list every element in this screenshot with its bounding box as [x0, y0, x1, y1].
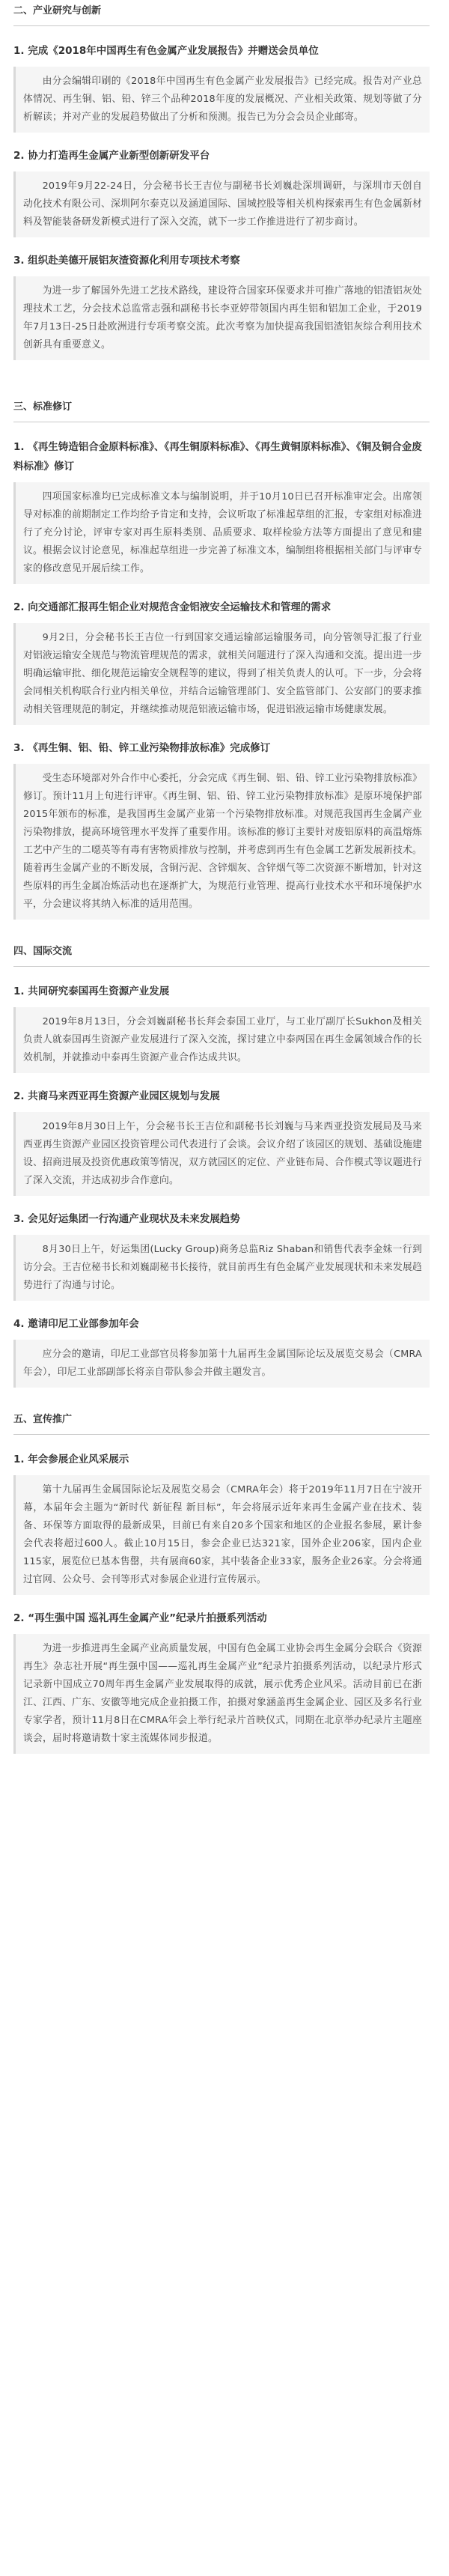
article-item [13, 251, 430, 360]
article-item [13, 1087, 430, 1196]
article-item [13, 146, 430, 237]
item-body: 第十九届再生金属国际论坛及展览交易会（CMRA年会）将于2019年11月7日在宁波开幕，本届年会主题为“新时代 新征程 新目标”，年会将展示近年来再生金属产业在技术、装备、环保等方面取得的最新成果，目前已有来自20多个国家和地区的企业报名参展，累计参会代表将超过600人。截止10月15日，参会企业已达321家，国外企业206家，国内企业115家，展览位已基本售罄，共有展商60家，其中装备企业33家，服务企业26家。分会将通过官网、公众号、会刊等形式对参展企业进行宣传展示。 [23, 1484, 422, 1585]
item-title: 3. 《再生铜、铝、铅、锌工业污染物排放标准》完成修订 [13, 742, 271, 754]
item-body: 9月2日，分会秘书长王吉位一行到国家交通运输部运输服务司，向分管领导汇报了行业对铝液运输安全规范与物流管理规范的需求，就相关问题进行了深入沟通和交流。提出进一步明确运输审批、细化规范运输安全规程等的建议，得到了相关负责人的认可。下一步，分会将会同相关机构联合行业内相关单位，并结合运输管理部门、安全监管部门、公安部门的要求推动相关管理规范的制定，并继续推动规范铝液运输市场，促进铝液运输市场健康发展。 [23, 632, 422, 715]
item-body: 2019年8月13日，分会刘巍副秘书长拜会泰国工业厅，与工业厅副厅长Sukhon及相关负责人就泰国再生资源产业发展进行了深入交流，探讨建立中泰两国在再生金属领域合作的长效机制，并就推动中泰再生资源产业合作达成共识。 [23, 1016, 422, 1063]
article-item [13, 437, 430, 584]
item-title: 1. 年会参展企业风采展示 [13, 1453, 129, 1465]
item-title: 1. 共同研究泰国再生资源产业发展 [13, 985, 170, 997]
section-title: 二、产业研究与创新 [13, 5, 102, 16]
item-title: 1. 《再生铸造铝合金原料标准》、《再生铜原料标准》、《再生黄铜原料标准》、《铜及铜合金废料标准》修订 [13, 441, 422, 473]
item-body-box [13, 1475, 430, 1595]
item-body: 8月30日上午，好运集团(Lucky Group)商务总监Riz Shaban和销售代表李金妹一行到访分会。王吉位秘书长和刘巍副秘书长接待，就目前再生有色金属产业发展现状和未来发展趋势进行了沟通与讨论。 [23, 1244, 422, 1291]
article-item [13, 1450, 430, 1595]
article-item [13, 1209, 430, 1301]
section-divider [13, 1434, 430, 1435]
item-title: 2. 协力打造再生金属产业新型创新研发平台 [13, 150, 210, 162]
article-item [13, 598, 430, 725]
article-item [13, 1314, 430, 1388]
spacer [13, 933, 430, 945]
item-body: 由分会编辑印刷的《2018年中国再生有色金属产业发展报告》已经完成。报告对产业总体情况、再生铜、铝、铅、锌三个品种2018年度的发展概况、产业相关政策、规划等做了分析解读；并对产业的发展趋势做出了分析和预测。报告已为分会会员企业邮寄。 [23, 76, 422, 123]
item-body-box [13, 623, 430, 725]
item-title: 4. 邀请印尼工业部参加年会 [13, 1318, 139, 1330]
item-body-box [13, 276, 430, 360]
item-title: 2. 共商马来西亚再生资源产业园区规划与发展 [13, 1090, 220, 1102]
section-divider [13, 966, 430, 967]
section-title: 五、宣传推广 [13, 1414, 73, 1425]
section-title: 四、国际交流 [13, 946, 73, 957]
article-item [13, 982, 430, 1073]
item-body-box [13, 482, 430, 584]
item-body-box [13, 1112, 430, 1196]
article-item [13, 738, 430, 920]
item-body: 为进一步了解国外先进工艺技术路线，建设符合国家环保要求并可推广落地的铝渣铝灰处理技术工艺，分会技术总监常志强和副秘书长李亚婷带领国内再生铝和铝加工企业，于2019年7月13日-25日赴欧洲进行专项考察交流。此次考察为加快提高我国铝渣铝灰综合利用技术创新具有重要意义。 [23, 285, 422, 350]
item-body: 为进一步推进再生金属产业高质量发展，中国有色金属工业协会再生金属分会联合《资源再生》杂志社开展“再生强中国——巡礼再生金属产业”纪录片拍摄系列活动，以纪录片形式记录新中国成立70周年再生金属产业发展取得的成就，展示优秀企业风采。活动目前已在浙江、江西、广东、安徽等地完成企业拍摄工作，拍摄对象涵盖再生金属企业、园区及多名行业专家学者，预计11月8日在CMRA年会上举行纪录片首映仪式，同期在北京举办纪录片主题座谈会，届时将邀请数十家主流媒体同步报道。 [23, 1643, 422, 1744]
spacer [13, 374, 430, 401]
item-title: 3. 会见好运集团一行沟通产业现状及未来发展趋势 [13, 1213, 240, 1225]
item-body-box [13, 171, 430, 237]
section-industry-research [13, 4, 430, 360]
article-item [13, 1609, 430, 1754]
spacer [13, 1401, 430, 1413]
item-body: 四项国家标准均已完成标准文本与编制说明，并于10月10日已召开标准审定会。出席领导对标准的前期制定工作均给予肯定和支持，会议听取了标准起草组的汇报，专家组对标准进行了充分讨论，评审专家对再生原料类别、品质要求、取样检验方法等方面提出了意见和建议。根据会议讨论意见，标准起草组进一步完善了标准文本，编制组将根据相关部门与评审专家的修改意见开展后续工作。 [23, 491, 422, 574]
item-title: 1. 完成《2018年中国再生有色金属产业发展报告》并赠送会员单位 [13, 45, 319, 57]
section-publicity [13, 1413, 430, 1754]
item-body-box [13, 1235, 430, 1301]
item-body-box [13, 1340, 430, 1388]
item-body: 受生态环境部对外合作中心委托，分会完成《再生铜、铝、铅、锌工业污染物排放标准》修订。预计11月上旬进行评审。《再生铜、铝、铅、锌工业污染物排放标准》是原环境保护部2015年颁布的标准，是我国再生金属产业第一个污染物排放标准。对规范我国再生金属产业污染物排放，提高环境管理水平发挥了重要作用。该标准的修订主要针对废铝原料的高温熔炼工艺中产生的二噁英等有毒有害物质排放与控制，并考虑到再生有色金属工艺新发展新技术。随着再生金属产业的不断发展，含铜污泥、含锌烟灰、含锌烟气等二次资源不断增加，针对这些原料的再生金属冶炼活动也在逐渐扩大，为规范行业管理、提高行业技术水平和环境保护水平，分会建议将其纳入标准的适用范围。 [23, 773, 422, 910]
item-body-box [13, 67, 430, 133]
item-title: 3. 组织赴美德开展铝灰渣资源化利用专项技术考察 [13, 255, 240, 267]
item-title: 2. 向交通部汇报再生铝企业对规范含金铝液安全运输技术和管理的需求 [13, 601, 332, 613]
section-title: 三、标准修订 [13, 401, 73, 413]
item-body: 2019年8月30日上午，分会秘书长王吉位和副秘书长刘巍与马来西亚投资发展局及马来西亚再生资源产业园区投资管理公司代表进行了会谈。会议介绍了该园区的规划、基础设施建设、招商进展及投资优惠政策等情况，双方就园区的定位、产业链布局、合作模式等议题进行了深入交流，并达成初步合作意向。 [23, 1121, 422, 1186]
section-international-exchange [13, 945, 430, 1388]
item-body-box [13, 764, 430, 920]
item-body: 2019年9月22-24日，分会秘书长王吉位与副秘书长刘巍赴深圳调研，与深圳市天创自动化技术有限公司、深圳阿尔泰克以及涵道国际、国城控股等相关机构探索再生有色金属新材料及智能装备研发新模式进行了深入交流，就下一步工作推进进行了初步商讨。 [23, 180, 422, 228]
section-divider [13, 25, 430, 26]
article-item [13, 41, 430, 133]
item-title: 2. “再生强中国 巡礼再生金属产业”纪录片拍摄系列活动 [13, 1612, 267, 1624]
section-standards-revision [13, 401, 430, 920]
item-body: 应分会的邀请，印尼工业部官员将参加第十九届再生金属国际论坛及展览交易会（CMRA年会），印尼工业部副部长将亲自带队参会并做主题发言。 [23, 1349, 422, 1378]
item-body-box [13, 1007, 430, 1073]
item-body-box [13, 1634, 430, 1754]
